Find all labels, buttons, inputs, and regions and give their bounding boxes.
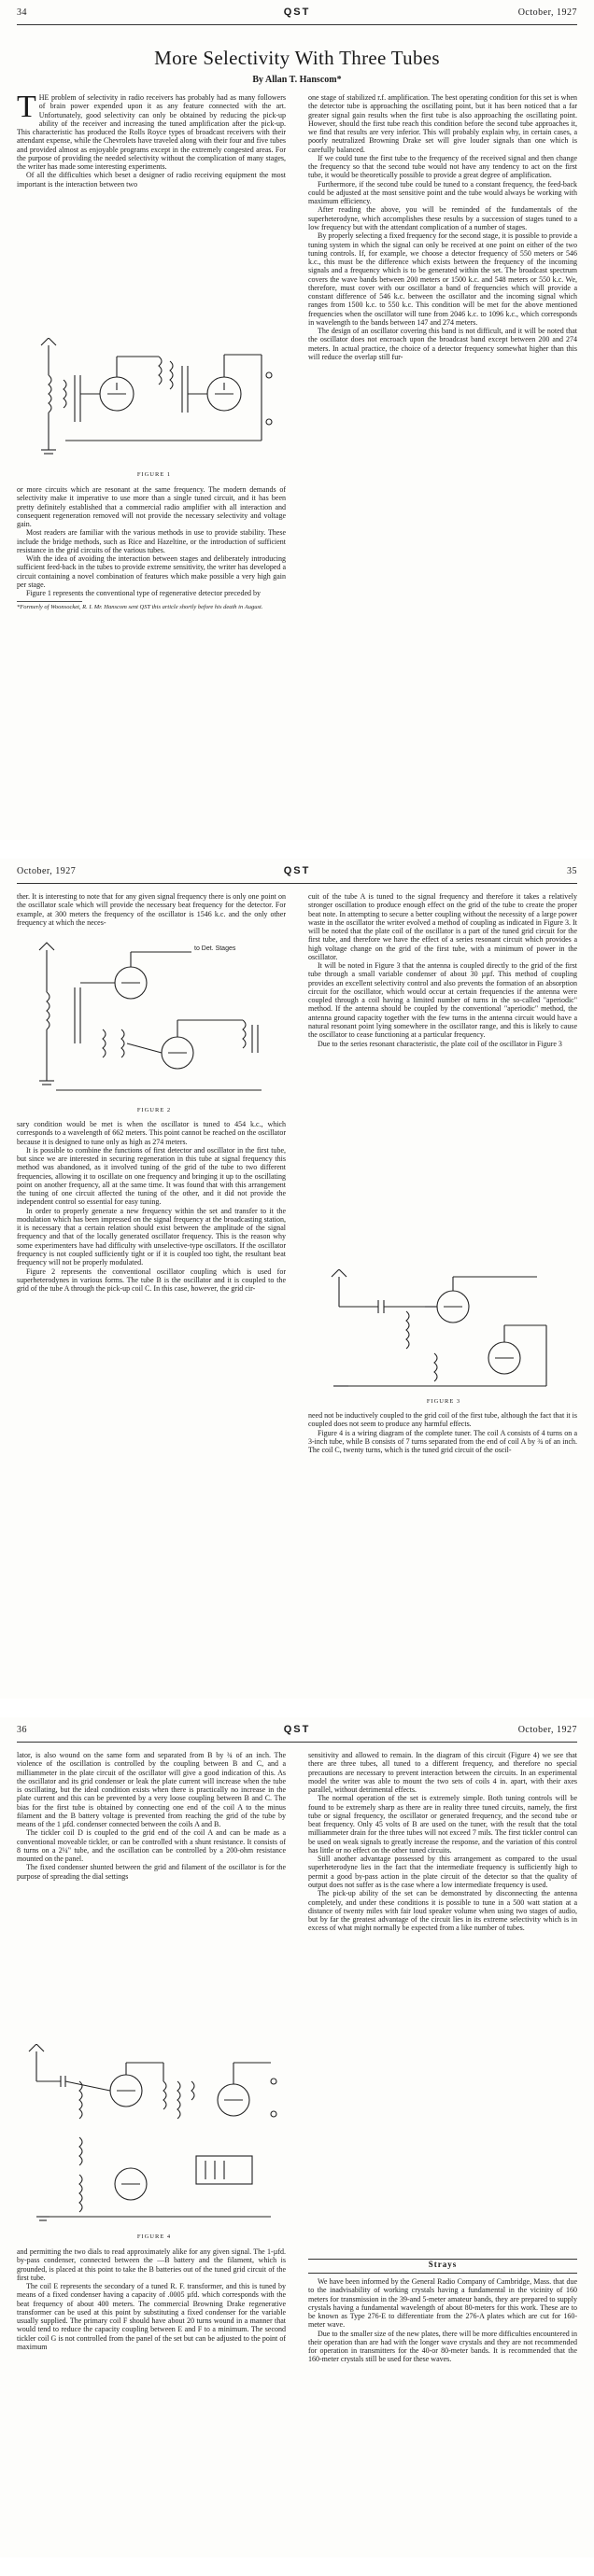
page-36 (0, 1717, 594, 2557)
figure-1-caption: FIGURE 1 (136, 471, 172, 478)
footnote-rule (17, 601, 82, 602)
issue-date: October, 1927 (517, 7, 577, 18)
issue-date: October, 1927 (17, 866, 77, 876)
paragraph: one stage of stabilized r.f. amplification. The best operating condition for this set is when the detector tube is approaching the oscillating point, but it has been noticed that a far greater signal gain results when the first tube is also approaching the oscillating point. However, should the first tube reach this condition before the second tube approaches it, we find that results are very inferior. This will probably explain why, in certain cases, a poorly neutralized Browning Drake set will give louder signals than one which is carefully balanced. (308, 93, 577, 154)
magazine-name: QST (283, 1724, 311, 1735)
page-header (17, 866, 577, 881)
column-right-top (308, 1751, 577, 1933)
column-right-strays (308, 2277, 577, 2364)
paragraph: By properly selecting a fixed frequency for the second stage, it is possible to provide a tuning system in which the signal can only be received at one point on either of the two tuning controls. If, for example, we choose a detector frequency of 550 meters or 546 k.c., this must be the difference which exists between the frequency of the incoming signals and a frequency which is to be generated within the set. The broadcast spectrum covers the wave bands between 200 meters or 1500 k.c. and 548 meters or 550 k.c. We, therefore, must cover with our oscillator a band of frequencies which will provide a constant difference of 546 k.c. between the oscillator and the incoming signal which ranges from 1500 k.c. to 550 k.c. This condition will be met for the above mentioned frequencies when the oscillator will tune from 2046 k.c. to 1096 k.c., which corresponds in wavelength to the bands between 147 and 274 meters. (308, 231, 577, 327)
footnote: *Formerly of Woonsocket, R. I. Mr. Hanscom sent QST this article shortly before his death in August. (17, 604, 263, 611)
page-number: 36 (17, 1725, 27, 1735)
paragraph: sary condition would be met is when the oscillator is tuned to 454 k.c., which corresponds to a wavelength of 662 meters. This point cannot be reached on the oscillator because it is designed to tune only as high as 274 meters. (17, 1120, 286, 1146)
paragraph: In order to properly generate a new frequency within the set and transfer to it the modulation which has been impressed on the signal frequency at the broadcasting station, it is necessary that a certain relation should exist between the amplitude of the signal frequency and that of the locally generated oscillator frequency. This is the reason why some experimenters have had difficulty with unselective-type oscillators. If the oscillator frequency is not coupled sufficiently tight or if it is coupled too tight, the resultant beat frequency will not be properly modulated. (17, 1206, 286, 1267)
column-left-bottom (17, 1120, 286, 1293)
figure-1-schematic (28, 338, 280, 469)
paragraph: The design of an oscillator covering this band is not difficult, and it will be noted that the oscillator does not encroach upon the broadcast band except between 200 and 274 meters. In actual practice, the choice of a detector frequency somewhat higher than this will reduce the overlap still fur- (308, 327, 577, 361)
magazine-name: QST (283, 7, 311, 18)
paragraph: sensitivity and allowed to remain. In the diagram of this circuit (Figure 4) we see that there are three tubes, all tuned to a different frequency, and therefore no special precautions are necessary to prevent interaction between the circuits. In an experimental model the writer was able to mount the two sets of coils 4 in. apart, with their axes parallel, without detrimental effects. (308, 1751, 577, 1795)
figure-3-caption: FIGURE 3 (426, 1398, 461, 1405)
column-left-top (17, 892, 286, 927)
paragraph: ther. It is interesting to note that for any given signal frequency there is only one point on the oscillator scale which will provide the necessary beat frequency for the detector. For example, at 300 meters the frequency of the oscillator is 1546 k.c. and the only other frequency at which the neces- (17, 892, 286, 927)
paragraph: Figure 1 represents the conventional type of regenerative detector preceded by (26, 589, 262, 598)
paragraph: After reading the above, you will be reminded of the fundamentals of the superheterodyne, which accomplishes these results by a succession of stages tuned to a low frequency but with the attendant complication of a number of stages. (308, 205, 577, 231)
article-title: More Selectivity With Three Tubes (154, 47, 440, 69)
page-number: 34 (17, 7, 27, 18)
paragraph: Most readers are familiar with the various methods in use to provide stability. These include the bridge methods, such as Rice and Hazeltine, or the introduction of sufficient resistance in the grid circuits of the various tubes. (17, 528, 286, 554)
paragraph: and permitting the two dials to read approximately alike for any given signal. The 1-µfd. by-pass condenser, connected between the —B battery and the filament, which is grounded, is placed at this point to take the B batteries out of the tuned grid circuit of the first tube. (17, 2247, 286, 2282)
paragraph: Still another advantage possessed by this arrangement as compared to the usual superheterodyne lies in the fact that the intermediate frequency is sufficiently high to permit a good by-pass action in the plate circuit of the detector so that the quality of output does not suffer as is the case where a low intermediate frequency is used. (308, 1855, 577, 1889)
figure-4-wiring-diagram (23, 2044, 285, 2231)
paragraph: lator, is also wound on the same form and separated from B by ¾ of an inch. The violence of the oscillation is controlled by the coupling between B and C, and a milliammeter in the plate circuit of the oscillator will give a good indication of this. As the oscillator and its grid condenser or leak the plate current will increase when the tube is oscillating, but the ideal condition exists when there is practically no increase in the plate current and this can be prevented by a very loose coupling between B and C. The bias for the first tube is obtained by connecting one end of the coil A to the minus filament and the B battery voltage is prevented from reaching the grid of the tube by means of the 1 µfd. condenser connected between the coils A and B. (17, 1751, 286, 1829)
paragraph: Due to the series resonant characteristic, the plate coil of the oscillator in Figure 3 (318, 1039, 562, 1048)
figure-2-label-det: to Det. Stages (194, 945, 236, 952)
paragraph: Furthermore, if the second tube could be tuned to a constant frequency, the feed-back could be adjusted at the most sensitive point and the tube would always be working with maximum efficiency. (308, 179, 577, 206)
article-byline: By Allan T. Hanscom* (252, 75, 342, 85)
magazine-name: QST (283, 865, 311, 876)
paragraph: Due to the smaller size of the new plates, there will be more difficulties encountered in their operation than are had with the longer wave crystals and they are not recommended for operation in transmitters for the 40-or 80-meter bands. It is recommended that the 160-meter crystals still be used for these waves. (308, 2329, 577, 2364)
strays-heading: Strays (308, 2259, 577, 2274)
page-number: 35 (567, 866, 577, 876)
column-left-bottom (17, 485, 286, 611)
column-left-bottom (17, 2247, 286, 2351)
paragraph: The coil E represents the secondary of a tuned R. F. transformer, and this is tuned by means of a fixed condenser having a capacity of .0005 µfd. which corresponds with the beat frequency of about 400 meters. The commercial Browning Drake regenerative transformer can be used at this point by substituting a fixed condenser for the variable usually supplied. The primary coil F should have about 20 turns wound in a manner that would tend to reduce the capacity coupling between E and F to a minimum. The second tickler coil G is not controlled from the panel of the set but can be adjusted to the point of maximum (17, 2282, 286, 2351)
paragraph: need not be inductively coupled to the grid coil of the first tube, although the fact that it is coupled does not seem to produce any harmful effects. (308, 1411, 577, 1429)
paragraph: Figure 4 is a wiring diagram of the complete tuner. The coil A consists of 4 turns on a 3-inch tube, while B consists of 7 turns separated from the end of coil A by ¾ of an inch. The coil C, twenty turns, which is the tuned grid circuit of the oscil- (308, 1428, 577, 1455)
column-right-top (308, 892, 577, 1048)
column-right (308, 93, 577, 361)
figure-4-caption: FIGURE 4 (136, 2233, 172, 2240)
page-35 (0, 859, 594, 1699)
paragraph: Of all the difficulties which beset a designer of radio receiving equipment the most important is the interaction between two (17, 171, 286, 189)
figure-2-schematic (28, 941, 280, 1104)
paragraph: It is possible to combine the functions of first detector and oscillator in the first tube, but since we are interested in securing regeneration in this tube at signal frequency this method was abandoned, as it involved tuning of the grid of the tube to two different frequencies, allowing it to oscillate on one frequency and bringing it up to the oscillating point on another frequency, all at the same time. It was found that with this arrangement the tuning of one circuit affected the tuning of the other, and it did not provide the independent control so essential for easy tuning. (17, 1145, 286, 1207)
paragraph: It will be noted in Figure 3 that the antenna is coupled directly to the grid of the first tube through a small variable condenser of about 30 µµf. This method of coupling provides an excellent selectivity control and also prevents the formation of an absorption circuit for the oscillator, which would occur at certain frequencies if the antenna were coupled through a coil having a limited number of turns in the so-called "aperiodic" method. If the antenna should be coupled by the conventional "aperiodic" method, the antenna ground capacity together with the few turns in the antenna circuit would have a natural resonant point lying somewhere in the oscillator range, and this is likely to cause the oscillator to cease functioning at a particular frequency. (308, 961, 577, 1040)
column-left-top (17, 1751, 286, 1881)
paragraph: With the idea of avoiding the interaction between stages and deliberately introducing sufficient feed-back in the tubes to provide extreme sensitivity, the writer has developed a circuit containing a novel combination of features which make possible a very high gain per stage. (17, 554, 286, 589)
column-right-bottom (308, 1411, 577, 1454)
page-header (17, 1725, 577, 1740)
paragraph: cuit of the tube A is tuned to the signal frequency and therefore it takes a relatively stronger oscillation to produce enough effect on the grid of the tube to create the proper beat note. In attempting to secure a better coupling without the necessity of a large power waste in the oscillator the writer evolved a method of coupling as indicated in Figure 3. It will be noted that the plate coil of the oscillator is a part of the tuned grid circuit for the first tube, and therefore we have the effect of a series resonant circuit which provides a high voltage change on the grid of the first tube, with a minimum of power in the oscillator. (308, 892, 577, 961)
paragraph: or more circuits which are resonant at the same frequency. The modern demands of selectivity make it imperative to use more than a single tuned circuit, and it has been pretty definitely established that a commercial radio amplifier with all interaction and consequent regeneration removed will not provide the necessary selectivity and voltage gain. (17, 485, 286, 529)
header-rule (17, 24, 577, 25)
page-header (17, 7, 577, 22)
paragraph: The fixed condenser shunted between the grid and filament of the oscillator is for the purpose of spreading the dial settings (17, 1863, 286, 1881)
paragraph: The normal operation of the set is extremely simple. Both tuning controls will be found to be extremely sharp as there are in reality three tuned circuits, namely, the first tube or signal frequency, the oscillator or generated frequency, and the second tube or beat frequency. Only 45 volts of B are used on the tuner, with the result that the total milliammeter drain for the three tubes will not exceed 7 mils. The first tickler control can be used on weak signals to greatly increase the response, and the variation of this control has little or no effect on the other tuned circuits. (308, 1794, 577, 1855)
page-34 (0, 0, 594, 840)
paragraph: We have been informed by the General Radio Company of Cambridge, Mass. that due to the inadvisability of working crystals having a fundamental in the vicinity of 160 meters for transmission in the 39-and 5-meter amateur bands, they are prepared to supply crystals having a fundamental wavelength of about 80-meters for this work. These are to be known as Type 276-E to differentiate from the 276-A plates which are cut for 160-meter wave. (308, 2277, 577, 2330)
figure-3-schematic (322, 1269, 565, 1395)
paragraph: The tickler coil D is coupled to the grid end of the coil A and can be made as a conventional moveable tickler, or can be controlled with a shunt resistance. It consists of 8 turns on a 2¼" tube, and the oscillation can be controlled by a 200-ohm resistance mounted on the panel. (17, 1828, 286, 1864)
column-left-top (17, 90, 286, 189)
header-rule (17, 883, 577, 884)
issue-date: October, 1927 (517, 1725, 577, 1735)
drop-cap: T (17, 90, 36, 124)
paragraph: THE problem of selectivity in radio receivers has probably had as many followers of brain power expended upon it as any feature connected with the art. Unfortunately, good selectivity can only be obtained by reducing the pick-up ability of the receiver and increasing the tuned amplification after the pick-up. This characteristic has produced the Rolls Royce types of broadcast receivers with their attendant expense, while the Chevrolets have traveled along with their four and five tubes and provided almost as enjoyable programs except in the extremely congested areas. For the purpose of providing the needed selectivity without the complication of many stages, the writer has made some interesting experiments. (17, 90, 286, 172)
paragraph: Figure 2 represents the conventional oscillator coupling which is used for superheterodynes in various forms. The tube B is the oscillator and it is coupled to the grid of the tube A through the pick-up coil C. In this case, however, the grid cir- (17, 1267, 286, 1294)
figure-2-caption: FIGURE 2 (136, 1107, 172, 1113)
paragraph: The pick-up ability of the set can be demonstrated by disconnecting the antenna completely, and under these conditions it is possible to tune in a 500 watt station at a distance of twenty miles with fair loud speaker volume when using two stages of audio, but by far the greatest advantage of the circuit lies in its extreme selectivity which is in excess of what might normally be expected from a like number of tubes. (308, 1889, 577, 1933)
header-rule (17, 1742, 577, 1743)
paragraph: If we could tune the first tube to the frequency of the received signal and then change the frequency so that the second tube would not have any tendency to act on the first tube, it would be theoretically possible to provide a great degree of amplification. (308, 153, 577, 180)
